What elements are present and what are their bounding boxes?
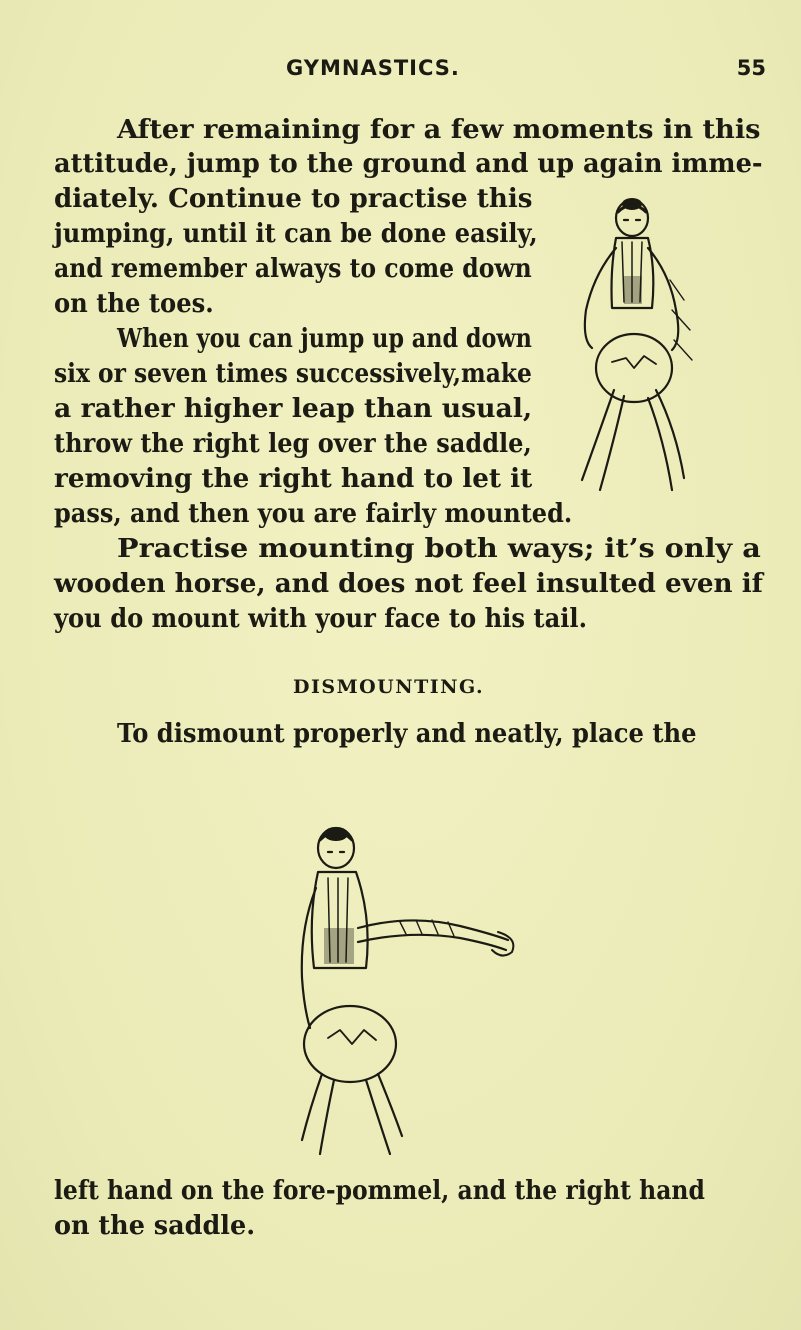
- paragraph-3-line-2: wooden horse, and does not feel insulted even if: [54, 568, 763, 599]
- section-closing-line-2: on the saddle.: [54, 1210, 256, 1241]
- paragraph-2-line-2: six or seven times successively,make: [54, 358, 532, 389]
- dismounting-boy-illustration: [280, 818, 530, 1166]
- boy-with-hands-on-pommel-and-saddle-icon: [280, 818, 530, 1166]
- paragraph-1-line-3: diately. Continue to practise this: [54, 183, 533, 214]
- mounted-boy-illustration: [552, 190, 712, 510]
- paragraph-3-line-1: Practise mounting both ways; it’s only a: [117, 533, 761, 564]
- paragraph-1-line-2: attitude, jump to the ground and up again imme-: [54, 148, 763, 179]
- paragraph-1-line-1: After remaining for a few moments in this: [117, 114, 761, 145]
- paragraph-2-line-3: a rather higher leap than usual,: [54, 393, 533, 424]
- paragraph-1-line-6: on the toes.: [54, 288, 214, 319]
- running-title: GYMNASTICS.: [286, 56, 460, 80]
- running-head: [54, 56, 766, 86]
- paragraph-2-line-1: When you can jump up and down: [117, 323, 532, 354]
- page-number: 55: [736, 56, 766, 80]
- paragraph-3-line-3: you do mount with your face to his tail.: [54, 603, 588, 634]
- paragraph-2-line-6: pass, and then you are fairly mounted.: [54, 498, 573, 529]
- section-heading: DISMOUNTING.: [293, 676, 485, 698]
- paragraph-1-line-5: and remember always to come down: [54, 253, 532, 284]
- boy-seated-astride-wooden-horse-icon: [552, 190, 712, 510]
- paragraph-2-line-5: removing the right hand to let it: [54, 463, 533, 494]
- paragraph-2-line-4: throw the right leg over the saddle,: [54, 428, 532, 459]
- section-intro-line: To dismount properly and neatly, place the: [117, 718, 697, 749]
- paragraph-1-line-4: jumping, until it can be done easily,: [54, 218, 538, 249]
- section-closing-line-1: left hand on the fore-pommel, and the right hand: [54, 1175, 705, 1206]
